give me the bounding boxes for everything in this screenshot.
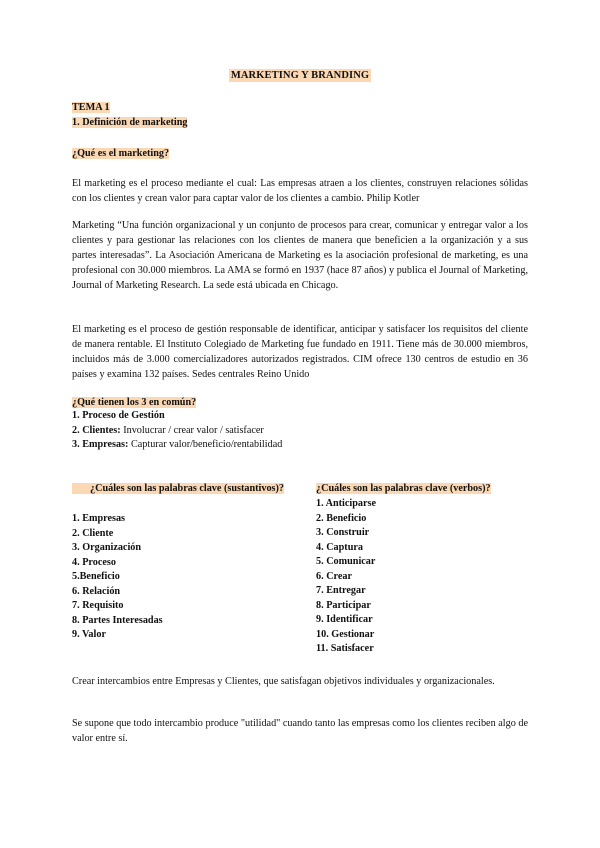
list-item: 9. Valor bbox=[72, 629, 106, 640]
list-item: 4. Captura bbox=[316, 541, 363, 553]
paragraph-utilidad: Se supone que todo intercambio produce "utilidad" cuando tanto las empresas como los clientes reciben algo de valor entre sí. bbox=[72, 718, 528, 744]
list-item: 3. Organización bbox=[72, 542, 142, 553]
list-item: 3. Empresas: Capturar valor/beneficio/rentabilidad bbox=[72, 439, 283, 450]
list-item: 7. Entregar bbox=[316, 585, 366, 596]
nouns-heading: ¿Cuáles son las palabras clave (sustantivos)? bbox=[72, 482, 284, 497]
common-list bbox=[72, 409, 282, 453]
list-item: 2. Clientes: Involucrar / crear valor / satisfacer bbox=[72, 424, 264, 436]
paragraph-cim: El marketing es el proceso de gestión responsable de identificar, anticipar y satisfacer los requisitos del cliente de manera rentable. El Instituto Colegiado de Marketing fue fundado en 1911. Tiene más de 30.000 miembros, incluidos más de 3.000 comercializadores autorizados registrados. CIM ofrece 130 centros de estudio en 36 países y examina 132 países. Sedes centrales Reino Unido bbox=[72, 324, 528, 380]
list-item: 1. Anticiparse bbox=[316, 498, 376, 509]
list-item: 2. Beneficio bbox=[316, 512, 367, 524]
list-item: 7. Requisito bbox=[72, 600, 124, 611]
list-item: 3. Construir bbox=[316, 527, 370, 538]
paragraph-ama: Marketing “Una función organizacional y un conjunto de procesos para crear, comunicar y entregar valor a los clientes y para gestionar las relaciones con los clientes de manera que beneficien a la organización y a sus partes interesadas”. La Asociación Americana de Marketing es la asociación profesional de marketing, es una profesional con 30.000 miembros. La AMA se formó en 1937 (hace 87 años) y publica el Journal of Marketing, Journal of Marketing Research. La sede está ubicada en Chicago. bbox=[72, 220, 528, 291]
list-item: 2. Cliente bbox=[72, 527, 114, 539]
list-item: 8. Participar bbox=[316, 599, 371, 611]
verbs-heading: ¿Cuáles son las palabras clave (verbos)? bbox=[316, 483, 491, 494]
list-item: 11. Satisfacer bbox=[316, 643, 374, 654]
list-item: 10. Gestionar bbox=[316, 628, 375, 640]
list-item: 9. Identificar bbox=[316, 614, 373, 625]
list-item: 6. Relación bbox=[72, 585, 121, 597]
paragraph-kotler: El marketing es el proceso mediante el cual: Las empresas atraen a los clientes, construyen relaciones sólidas con los clientes y crean valor para captar valor de los clientes a cambio. Philip Kotler bbox=[72, 178, 528, 204]
document-title: MARKETING Y BRANDING bbox=[230, 70, 370, 81]
paragraph-intercambios: Crear intercambios entre Empresas y Clientes, que satisfagan objetivos individuales y organizacionales. bbox=[72, 676, 495, 687]
list-item: 8. Partes Interesadas bbox=[72, 614, 163, 626]
section-heading: 1. Definición de marketing bbox=[72, 117, 188, 128]
verbs-list bbox=[316, 497, 376, 657]
question-common: ¿Qué tienen los 3 en común? bbox=[72, 397, 197, 408]
list-item: 4. Proceso bbox=[72, 556, 116, 568]
list-item: 1. Proceso de Gestión bbox=[72, 410, 165, 421]
question-what-is-marketing: ¿Qué es el marketing? bbox=[72, 148, 170, 159]
nouns-list bbox=[72, 512, 163, 643]
list-item: 5.Beneficio bbox=[72, 571, 120, 582]
list-item: 5. Comunicar bbox=[316, 556, 376, 567]
tema-heading: TEMA 1 bbox=[72, 102, 110, 113]
list-item: 1. Empresas bbox=[72, 513, 126, 524]
list-item: 6. Crear bbox=[316, 570, 353, 582]
